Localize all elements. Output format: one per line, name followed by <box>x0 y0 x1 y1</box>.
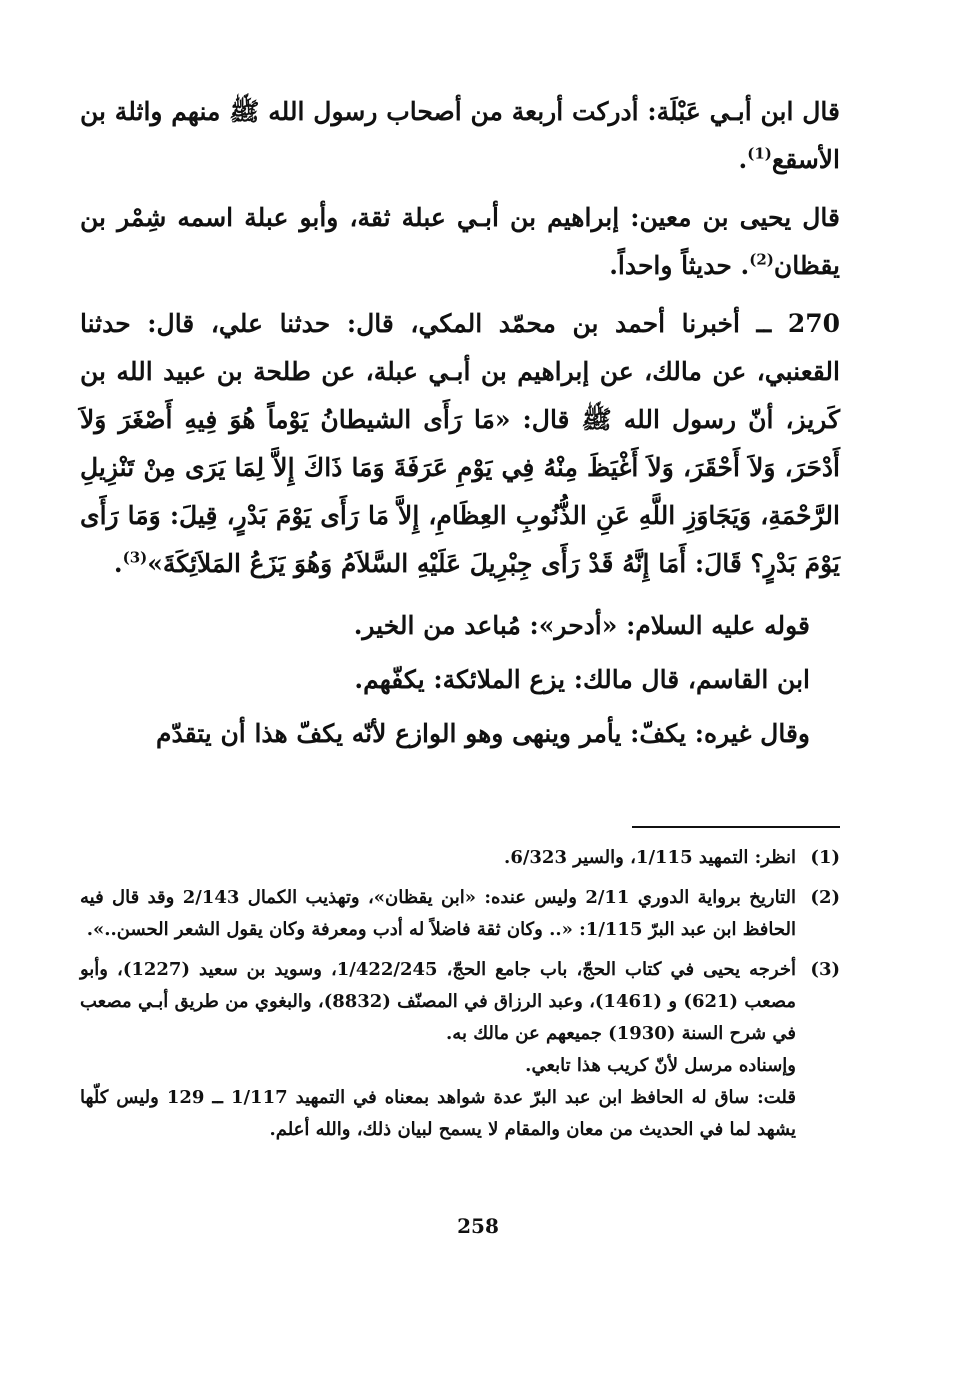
footnote-text: انظر: التمهيد 1/115، والسير 6/323. <box>504 847 796 868</box>
footnotes <box>80 842 840 1154</box>
footnote-separator <box>632 826 840 828</box>
gloss-adhar: قوله عليه السلام: «أدحر»: مُباعد من الخير. <box>353 611 810 640</box>
page-number: 258 <box>457 1214 499 1238</box>
footnote-ref-3[interactable]: (3) <box>122 548 148 567</box>
footnote-marker: (2) <box>810 887 840 908</box>
gloss-ibn-al-qasim: ابن القاسم، قال مالك: يزع الملائكة: يكفّهم. <box>354 665 810 694</box>
footnote-marker: (3) <box>810 959 840 980</box>
hadith-270 <box>80 300 840 588</box>
footnote-1 <box>80 842 840 874</box>
footnote-body <box>80 954 796 1146</box>
hadith-text: ــ أخبرنا أحمد بن محمّد المكي، قال: حدثنا علي، قال: حدثنا القعنبي، عن مالك، عن إبراهيم بن أبـي عبلة، عن طلحة بن عبيد الله بن كَريز، أنّ رسول الله ﷺ قال: «مَا رَأَى الشيطانُ يَوْماً هُوَ فِيهِ أَصْغَرَ وَلاَ أَدْحَرَ، وَلاَ أَحْقَرَ، وَلاَ أَغْيَظَ مِنْهُ فِي يَوْمِ عَرَفَةَ وَمَا ذَاكَ إِلاَّ لِمَا يَرَى مِنْ تَنْزِيلِ الرَّحْمَةِ، وَيَجَاوَزِ اللَّهِ عَنِ الذُّنُوبِ العِظَامِ، إِلاَّ مَا رَأَى يَوْمَ بَدْرٍ، قِيلَ: وَمَا رَأَى يَوْمَ بَدْرٍ؟ قَالَ: أَمَا إِنَّهُ قَدْ رَأَى جِبْرِيلَ عَلَيْهِ السَّلاَمُ وَهُوَ يَزَعُ المَلاَئِكَةَ» <box>80 309 840 578</box>
paragraph-end: . حديثاً واحداً. <box>609 251 750 280</box>
footnote-ref-2[interactable]: (2) <box>749 250 774 269</box>
paragraph-yahya-ibn-main <box>80 194 840 290</box>
footnote-text-shawahid: قلت: ساق له الحافظ ابن عبد البرّ عدة شواهد بمعناه في التمهيد 1/117 ــ 129 وليس كلّها يشهد لما في الحديث من معان والمقام لا يسمح لبيان ذلك، والله أعلم. <box>80 1087 796 1140</box>
paragraph-text: قال يحيى بن معين: إبراهيم بن أبـي عبلة ثقة، وأبو عبلة اسمه شِمْر بن يقظان <box>80 203 840 280</box>
footnote-marker: (1) <box>810 847 840 868</box>
footnote-3 <box>80 954 840 1146</box>
footnote-text: التاريخ برواية الدوري 2/11 وليس عنده: «ابن يقظان»، وتهذيب الكمال 2/143 وقد قال فيه الحافظ ابن عبد البرّ 1/115: «.. وكان ثقة فاضلاً له أدب ومعرفة وكان يقول الشعر الحسن..». <box>80 887 796 940</box>
main-text <box>80 88 840 764</box>
paragraph-ibn-abi-abla <box>80 88 840 184</box>
gloss-yakuff: وقال غيره: يكفّ: يأمر وينهى وهو الوازع لأنّه يكفّ هذا أن يتقدّم <box>155 719 810 748</box>
paragraph-text: قال ابن أبـي عَبْلَة: أدركت أربعة من أصحاب رسول الله ﷺ منهم واثلة بن الأسقع <box>80 97 840 174</box>
paragraph-end: . <box>738 145 748 174</box>
footnote-text-isnad: وإسناده مرسل لأنّ كريب هذا تابعي. <box>525 1055 796 1076</box>
hadith-number: 270 <box>787 309 840 338</box>
paragraph-end: . <box>113 549 123 578</box>
footnote-ref-1[interactable]: (1) <box>747 144 772 163</box>
footnote-text: أخرجه يحيى في كتاب الحجّ، باب جامع الحجّ، 1/422/245، وسويد بن سعيد (1227)، وأبو مصعب (621) و (1461)، وعبد الرزاق في المصنّف (8832)، والبغوي من طريق أبـي مصعب في شرح السنة (1930) جميعهم عن مالك به. <box>80 959 796 1044</box>
footnote-2 <box>80 882 840 946</box>
